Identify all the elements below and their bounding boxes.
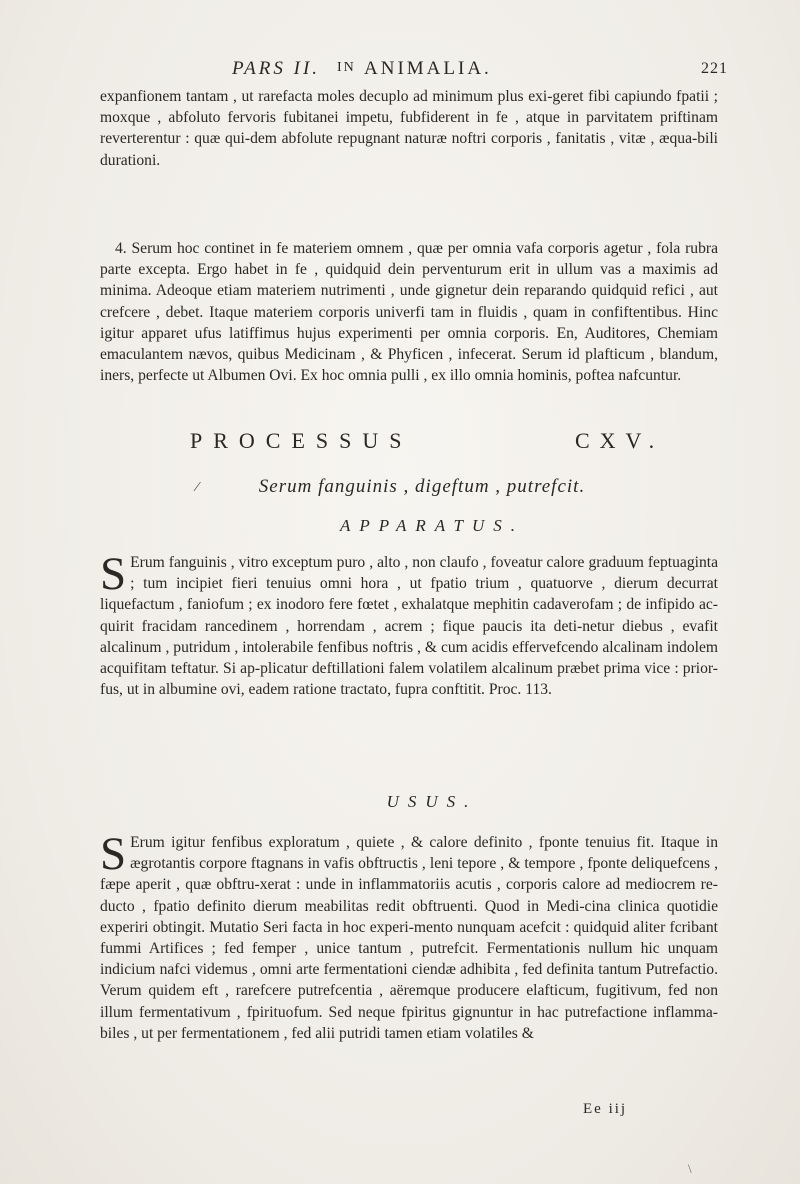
stray-mark: \ xyxy=(688,1161,692,1176)
usus-text: Erum igitur fenfibus exploratum , quiete , & calore definito , fponte tenuius fit. Itaque in ægrotantis corpore ftagnans in vafis obftructis , leni tepore , & tempore , fponte deliquefcens , fæpe aperit , quæ obftru-xerat : unde in inflammatoriis acutis , corporis calore ad mediocrem re-ducto , fpatio definito dierum meabilitas redit obftruenti. Quod in Medi-cina clinica quotidie experiri obtingit. Mutatio Seri facta in hoc experi-mento nunquam acefcit : quidquid aliter fcribant fummi Artifices ; fed femper , unice tantum , putrefcit. Fermentationis nullum hic unquam indicium nafci videmus , omni arte fermentationi ciendæ adhibita , fed definita tantum Putrefactio. Verum quidem eft , rarefcere putrefcentia , aëremque producere elafticum, fugitivum, fed non illum fermentativum , fpirituofum. Sed neque fpiritus gignuntur in hac putrefactione inflamma-biles , ut per fermentationem , fed alii putridi tamen etiam volatiles & xyxy=(100,834,718,1042)
signature-mark: Ee iij xyxy=(583,1101,628,1117)
apparatus-paragraph xyxy=(100,548,718,700)
apparatus-text: Erum fanguinis , vitro exceptum puro , alto , non claufo , foveatur calore graduum feptuaginta ; tum incipiet fieri tenuius omni hora , ut fpatio trium , quatuorve , dierum decurrat liquefactum , faniofum ; ex inodoro fere fœtet , exhalatque mephitin cadaverofam ; de infipido ac-quirit fracidam rancedinem , horrendam , acrem ; fique paucis ita deti-netur diebus , evafit alcalinum , putridum , intolerabile fenfibus noftris , & cum acidis effervefcendo alcalinam indolem acquifitam teftatur. Si ap-plicatur deftillationi falem volatilem alcalinum præbet prima vice : prior-fus, ut in albumine ovi, eadem ratione tractato, fupra conftitit. Proc. 113. xyxy=(100,554,718,699)
processus-heading xyxy=(190,428,710,454)
apparatus-dropcap: S xyxy=(100,548,127,600)
apparatus-heading: APPARATUS. xyxy=(340,516,524,535)
margin-mark: ⁄ xyxy=(196,480,200,495)
processus-label: PROCESSUS xyxy=(190,428,413,453)
usus-dropcap: S xyxy=(100,828,127,880)
running-head-in: IN xyxy=(337,60,356,75)
processus-subtitle xyxy=(0,476,800,498)
processus-subtitle-text: Serum fanguinis , digeftum , putrefcit. xyxy=(258,476,586,497)
processus-number: CXV. xyxy=(575,428,665,453)
continued-paragraph: expanfionem tantam , ut rarefacta moles decuplo ad minimum plus exi-geret fibi capiundo fpatii ; moxque , abfoluto fervoris fubitanei impetu, fubfiderent in fe , atque in parvitatem priftinam reverterentur : quæ qui-dem abfolute repugnant naturæ noftri corporis , fanitatis , vitæ , æqua-bili durationi. xyxy=(100,88,718,169)
running-head-part: PARS II. xyxy=(232,58,321,79)
running-head-title: ANIMALIA. xyxy=(364,58,492,79)
running-head xyxy=(232,58,728,86)
page-number: 221 xyxy=(701,60,728,77)
paragraph-4: 4. Serum hoc continet in fe materiem omnem , quæ per omnia vafa corporis agetur , fola rubra parte excepta. Ergo habet in fe , quidquid dein perventurum erit in ullum vas a maximis ad minima. Adeoque etiam materiem nutrimenti , unde gignetur dein reparando quidquid refici , aut crefcere , debet. Itaque materiem corporis univerfi tam in fluidis , quam in confiftentibus. Hinc igitur apparet ufus latiffimus hujus experimenti per omnia corporis. En, Auditores, Chemiam emaculantem nævos, quibus Medicinam , & Phyficen , infecerat. Serum id plafticum , blandum, iners, perfecte ut Albumen Ovi. Ex hoc omnia pulli , ex illo omnia hominis, poftea nafcuntur. xyxy=(100,240,718,385)
usus-paragraph xyxy=(100,828,718,1044)
usus-heading: USUS. xyxy=(386,792,478,811)
